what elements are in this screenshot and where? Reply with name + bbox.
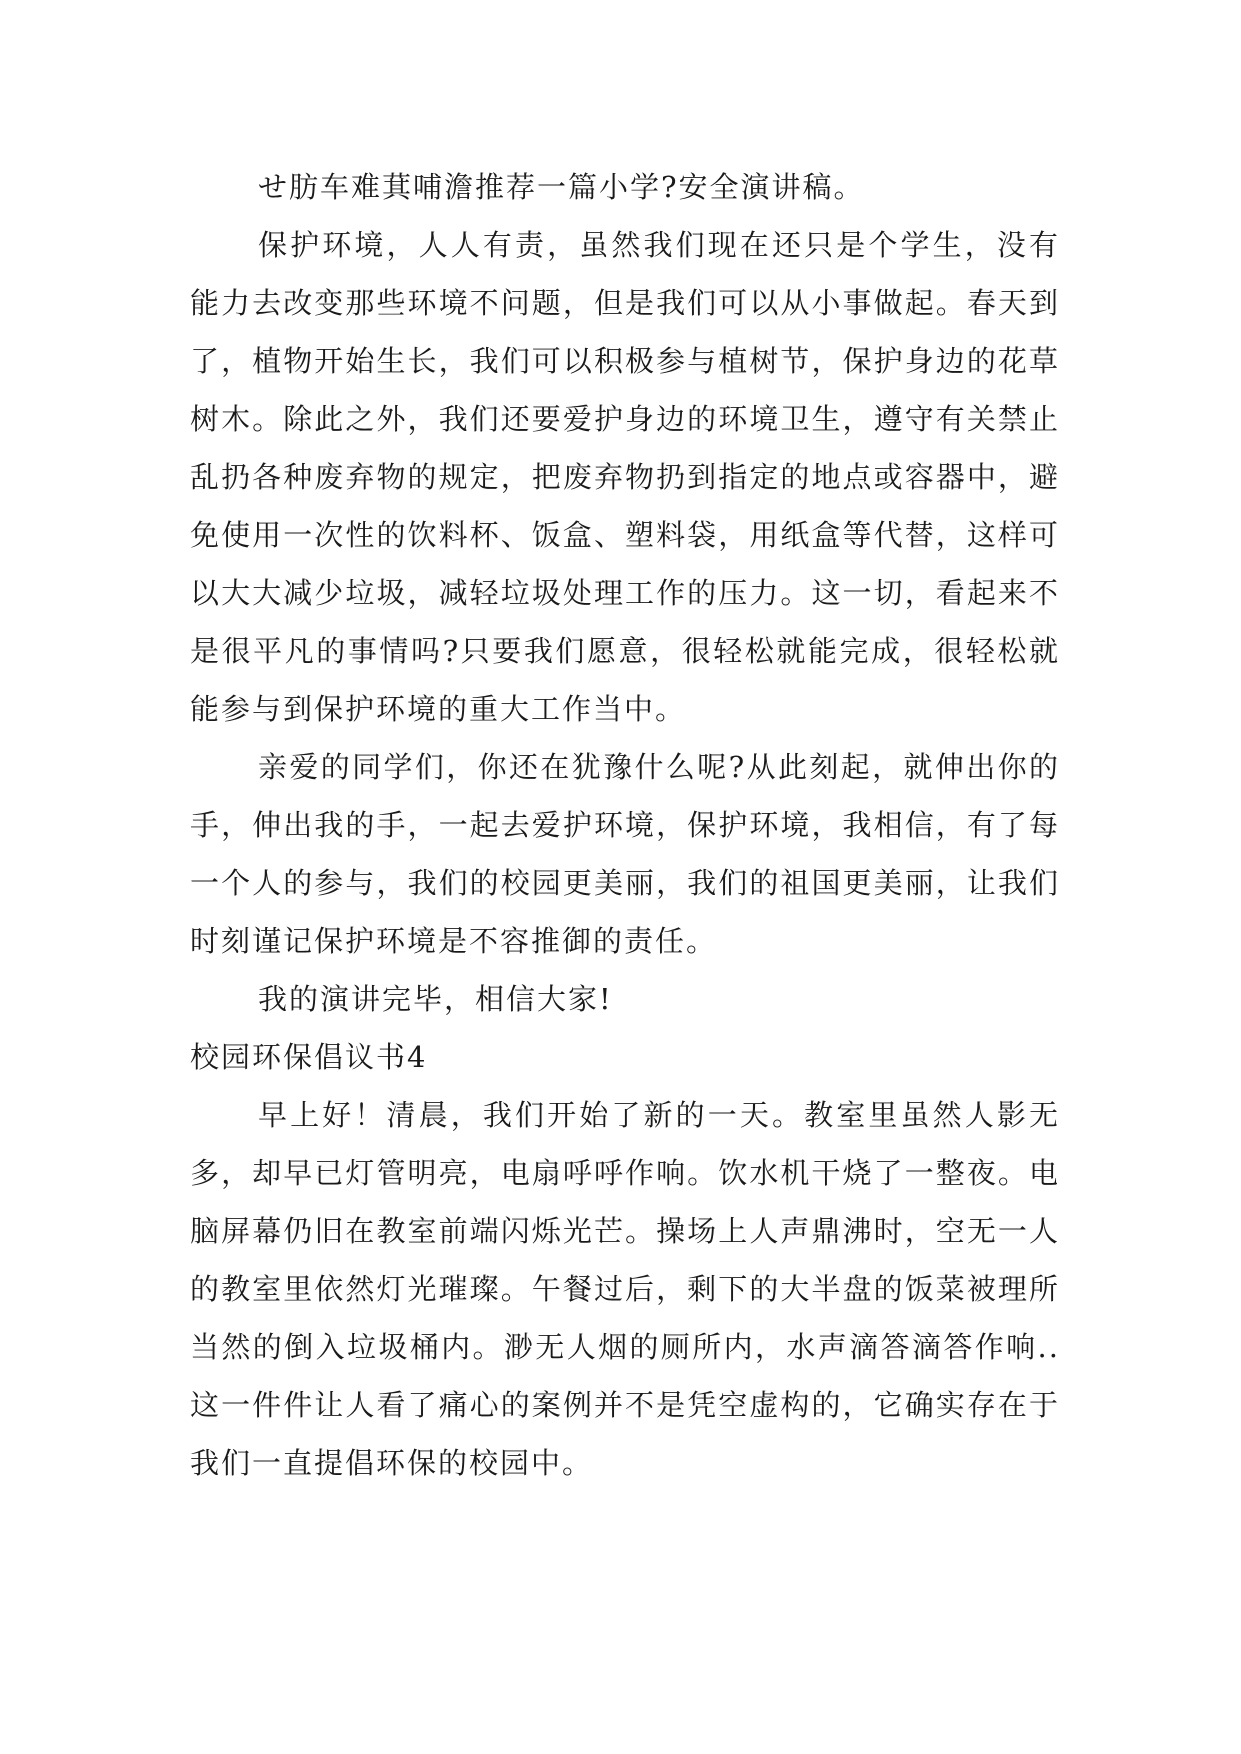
paragraph-appeal: 亲爱的同学们，你还在犹豫什么呢?从此刻起，就伸出你的手，伸出我的手，一起去爱护环境，保护环境，我相信，有了每一个人的参与，我们的校园更美丽，我们的祖国更美丽，让我们时刻谨记保护环境是不容推御的责任。	[190, 750, 1060, 958]
paragraph-intro: せ肪车难萁哺澹推荐一篇小学?安全演讲稿。	[258, 170, 865, 204]
paragraph-morning: 早上好！清晨，我们开始了新的一天。教室里虽然人影无多，却早已灯管明亮，电扇呼呼作响。饮水机干烧了一整夜。电脑屏幕仍旧在教室前端闪烁光芒。操场上人声鼎沸时，空无一人的教室里依然灯光璀璨。午餐过后，剩下的大半盘的饭菜被理所当然的倒入垃圾桶内。渺无人烟的厕所内，水声滴答滴答作响..这一件件让人看了痛心的案例并不是凭空虚构的，它确实存在于我们一直提倡环保的校园中。	[190, 1098, 1060, 1480]
document-body	[190, 158, 1060, 1492]
paragraph-environment: 保护环境，人人有责，虽然我们现在还只是个学生，没有能力去改变那些环境不问题，但是我们可以从小事做起。春天到了，植物开始生长，我们可以积极参与植树节，保护身边的花草树木。除此之外，我们还要爱护身边的环境卫生，遵守有关禁止乱扔各种废弃物的规定，把废弃物扔到指定的地点或容器中，避免使用一次性的饮料杯、饭盒、塑料袋，用纸盒等代替，这样可以大大减少垃圾，减轻垃圾处理工作的压力。这一切，看起来不是很平凡的事情吗?只要我们愿意，很轻松就能完成，很轻松就能参与到保护环境的重大工作当中。	[190, 228, 1060, 726]
paragraph-closing: 我的演讲完毕，相信大家!	[258, 982, 613, 1016]
section-heading: 校园环保倡议书4	[190, 1040, 428, 1074]
